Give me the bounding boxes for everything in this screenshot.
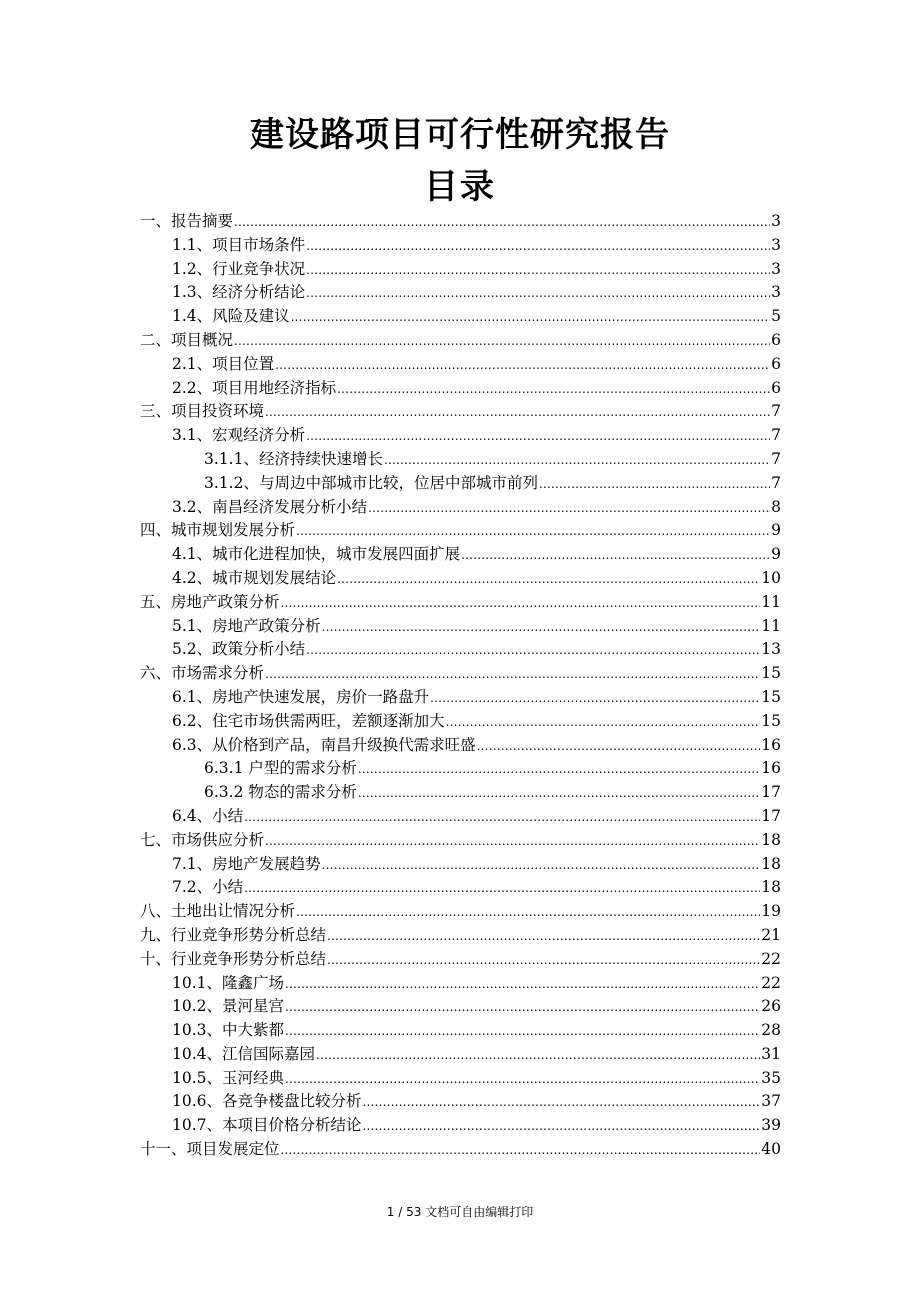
toc-entry-page-number: 40 <box>761 1140 781 1159</box>
toc-entry-page-number: 11 <box>761 616 781 635</box>
toc-entry-page-number: 31 <box>761 1044 781 1063</box>
toc-entry-page-number: 17 <box>761 806 781 825</box>
toc-entry-page-number: 22 <box>761 973 781 992</box>
toc-entry-page-number: 28 <box>761 1021 781 1040</box>
toc-entry-page-number: 26 <box>761 997 781 1016</box>
toc-entry-page-number: 7 <box>771 426 781 445</box>
toc-entry-label: 4.1、城市化进程加快，城市发展四面扩展 <box>172 545 461 564</box>
toc-entry[interactable] <box>140 1090 781 1114</box>
toc-entry[interactable] <box>140 805 781 829</box>
page-footer: 1 / 53 文档可自由编辑打印 <box>386 1205 534 1219</box>
toc-entry[interactable] <box>140 567 781 591</box>
toc-entry-label: 4.2、城市规划发展结论 <box>172 568 337 587</box>
toc-entry-page-number: 6 <box>771 378 781 397</box>
toc-entry[interactable] <box>140 1043 781 1067</box>
toc-entry[interactable] <box>140 972 781 996</box>
toc-dot-leader <box>363 1115 761 1139</box>
toc-dot-leader <box>306 282 770 306</box>
toc-dot-leader <box>337 568 760 592</box>
toc-dot-leader <box>368 497 770 521</box>
toc-entry-label: 10.6、各竞争楼盘比较分析 <box>172 1092 362 1111</box>
toc-dot-leader <box>265 401 770 425</box>
toc-entry-label: 1.2、行业竞争状况 <box>172 259 306 278</box>
toc-entry-page-number: 6 <box>771 330 781 349</box>
toc-entry-label: 10.2、景河星宫 <box>172 997 285 1016</box>
toc-entry-label: 3.1.1、经济持续快速增长 <box>204 449 383 468</box>
toc-entry-label: 10.1、隆鑫广场 <box>172 973 285 992</box>
toc-dot-leader <box>285 1068 760 1092</box>
toc-entry[interactable] <box>140 210 781 234</box>
toc-dot-leader <box>322 854 761 878</box>
toc-entry-page-number: 15 <box>761 711 781 730</box>
toc-entry-label: 6.3.1 户型的需求分析 <box>204 759 357 778</box>
toc-dot-leader <box>281 1139 761 1163</box>
toc-entry-label: 5.1、房地产政策分析 <box>172 616 321 635</box>
toc-entry-label: 1.4、风险及建议 <box>172 307 290 326</box>
toc-entry-page-number: 7 <box>771 473 781 492</box>
toc-entry[interactable] <box>140 734 781 758</box>
toc-entry-page-number: 18 <box>761 878 781 897</box>
toc-entry-label: 二、项目概况 <box>140 330 234 349</box>
toc-entry-page-number: 5 <box>771 307 781 326</box>
toc-entry-label: 2.1、项目位置 <box>172 354 275 373</box>
toc-entry-label: 10.7、本项目价格分析结论 <box>172 1116 362 1135</box>
toc-entry-page-number: 11 <box>761 592 781 611</box>
toc-dot-leader <box>291 306 770 330</box>
toc-dot-leader <box>384 449 770 473</box>
toc-entry-label: 6.4、小结 <box>172 806 244 825</box>
toc-entry[interactable] <box>140 472 781 496</box>
toc-entry[interactable] <box>140 1019 781 1043</box>
toc-entry-page-number: 18 <box>761 854 781 873</box>
toc-entry-page-number: 3 <box>771 283 781 302</box>
toc-entry[interactable] <box>140 995 781 1019</box>
toc-entry-label: 四、城市规划发展分析 <box>140 521 296 540</box>
toc-dot-leader <box>363 1091 761 1115</box>
toc-entry-label: 3.1.2、与周边中部城市比较，位居中部城市前列 <box>204 473 538 492</box>
toc-entry[interactable] <box>140 258 781 282</box>
toc-entry-label: 五、房地产政策分析 <box>140 592 280 611</box>
toc-entry-label: 六、市场需求分析 <box>140 664 265 683</box>
toc-entry-label: 八、土地出让情况分析 <box>140 902 296 921</box>
toc-entry-page-number: 16 <box>761 735 781 754</box>
toc-dot-leader <box>306 259 770 283</box>
toc-dot-leader <box>306 639 760 663</box>
toc-entry-label: 一、报告摘要 <box>140 212 234 230</box>
toc-entry[interactable] <box>140 924 781 948</box>
toc-dot-leader <box>285 973 760 997</box>
toc-entry[interactable] <box>140 1138 781 1162</box>
toc-dot-leader <box>477 735 761 759</box>
toc-dot-leader <box>327 949 760 973</box>
toc-entry[interactable] <box>140 710 781 734</box>
toc-entry-label: 3.2、南昌经济发展分析小结 <box>172 497 368 516</box>
toc-entry[interactable] <box>140 543 781 567</box>
toc-entry[interactable] <box>140 638 781 662</box>
toc-entry-label: 十、行业竞争形势分析总结 <box>140 949 327 968</box>
toc-dot-leader <box>234 330 770 354</box>
toc-entry-label: 6.3、从价格到产品，南昌升级换代需求旺盛 <box>172 735 476 754</box>
toc-entry[interactable] <box>140 853 781 877</box>
toc-entry[interactable] <box>140 400 781 424</box>
toc-entry[interactable] <box>140 900 781 924</box>
toc-dot-leader <box>446 711 761 735</box>
toc-entry[interactable] <box>140 662 781 686</box>
toc-dot-leader <box>265 663 760 687</box>
toc-entry[interactable] <box>140 829 781 853</box>
toc-entry[interactable] <box>140 757 781 781</box>
toc-entry-label: 6.2、住宅市场供需两旺，差额逐渐加大 <box>172 711 445 730</box>
toc-dot-leader <box>430 687 760 711</box>
toc-entry-page-number: 19 <box>761 902 781 921</box>
toc-entry[interactable] <box>140 1114 781 1138</box>
toc-entry-page-number: 15 <box>761 687 781 706</box>
toc-entry-label: 1.1、项目市场条件 <box>172 235 306 254</box>
toc-entry-page-number: 3 <box>771 235 781 254</box>
toc-entry-label: 2.2、项目用地经济指标 <box>172 378 337 397</box>
toc-entry[interactable] <box>140 781 781 805</box>
toc-dot-leader <box>285 1020 760 1044</box>
toc-dot-leader <box>275 354 770 378</box>
toc-entry-label: 1.3、经济分析结论 <box>172 283 306 302</box>
toc-dot-leader <box>322 616 761 640</box>
toc-entry-page-number: 9 <box>771 521 781 540</box>
toc-entry-page-number: 16 <box>761 759 781 778</box>
toc-entry[interactable] <box>140 329 781 353</box>
toc-dot-leader <box>327 925 760 949</box>
toc-entry-label: 10.3、中大紫都 <box>172 1021 285 1040</box>
toc-entry-label: 九、行业竞争形势分析总结 <box>140 925 327 944</box>
toc-dot-leader <box>244 806 760 830</box>
toc-entry[interactable] <box>140 448 781 472</box>
toc-dot-leader <box>461 544 770 568</box>
toc-entry[interactable] <box>140 615 781 639</box>
toc-dot-leader <box>296 901 760 925</box>
toc-entry-page-number: 18 <box>761 830 781 849</box>
toc-dot-leader <box>358 758 760 782</box>
toc-dot-leader <box>285 996 760 1020</box>
toc-entry-page-number: 22 <box>761 949 781 968</box>
toc-entry-label: 十一、项目发展定位 <box>140 1140 280 1159</box>
toc-entry-page-number: 15 <box>761 664 781 683</box>
toc-entry[interactable] <box>140 591 781 615</box>
toc-entry-label: 5.2、政策分析小结 <box>172 640 306 659</box>
toc-entry-label: 三、项目投资环境 <box>140 402 265 421</box>
toc-dot-leader <box>306 425 770 449</box>
toc-dot-leader <box>358 782 760 806</box>
toc-entry[interactable] <box>140 234 781 258</box>
toc-entry-label: 7.1、房地产发展趋势 <box>172 854 321 873</box>
toc-entry[interactable] <box>140 686 781 710</box>
toc-dot-leader <box>316 1044 760 1068</box>
toc-entry[interactable] <box>140 353 781 377</box>
toc-entry[interactable] <box>140 1067 781 1091</box>
toc-entry-page-number: 3 <box>771 212 781 230</box>
toc-entry-page-number: 6 <box>771 354 781 373</box>
table-of-contents <box>140 210 781 1162</box>
toc-entry-page-number: 9 <box>771 545 781 564</box>
toc-entry-label: 7.2、小结 <box>172 878 244 897</box>
toc-heading: 目录 <box>424 167 496 207</box>
document-title: 建设路项目可行性研究报告 <box>250 115 670 155</box>
toc-dot-leader <box>539 473 770 497</box>
toc-dot-leader <box>234 211 770 235</box>
toc-entry[interactable] <box>140 519 781 543</box>
toc-entry[interactable] <box>140 377 781 401</box>
toc-dot-leader <box>265 830 760 854</box>
toc-entry[interactable] <box>140 948 781 972</box>
toc-entry-label: 6.1、房地产快速发展，房价一路盘升 <box>172 687 430 706</box>
toc-dot-leader <box>281 592 761 616</box>
toc-entry-page-number: 7 <box>771 449 781 468</box>
toc-entry-page-number: 39 <box>761 1116 781 1135</box>
toc-entry[interactable] <box>140 305 781 329</box>
toc-entry-label: 6.3.2 物态的需求分析 <box>204 783 357 802</box>
toc-entry-page-number: 35 <box>761 1068 781 1087</box>
toc-entry-page-number: 13 <box>761 640 781 659</box>
toc-entry-page-number: 7 <box>771 402 781 421</box>
toc-dot-leader <box>244 877 760 901</box>
toc-entry-label: 10.5、玉河经典 <box>172 1068 285 1087</box>
toc-entry[interactable] <box>140 876 781 900</box>
toc-entry-label: 10.4、江信国际嘉园 <box>172 1044 316 1063</box>
toc-entry[interactable] <box>140 424 781 448</box>
toc-entry-page-number: 21 <box>761 925 781 944</box>
toc-entry[interactable] <box>140 496 781 520</box>
toc-entry-label: 七、市场供应分析 <box>140 830 265 849</box>
toc-entry-page-number: 3 <box>771 259 781 278</box>
toc-entry-label: 3.1、宏观经济分析 <box>172 426 306 445</box>
toc-dot-leader <box>296 520 770 544</box>
toc-entry-page-number: 10 <box>761 568 781 587</box>
toc-dot-leader <box>337 378 770 402</box>
toc-entry-page-number: 17 <box>761 783 781 802</box>
toc-entry[interactable] <box>140 281 781 305</box>
toc-entry-page-number: 37 <box>761 1092 781 1111</box>
toc-dot-leader <box>306 235 770 259</box>
toc-entry-page-number: 8 <box>771 497 781 516</box>
